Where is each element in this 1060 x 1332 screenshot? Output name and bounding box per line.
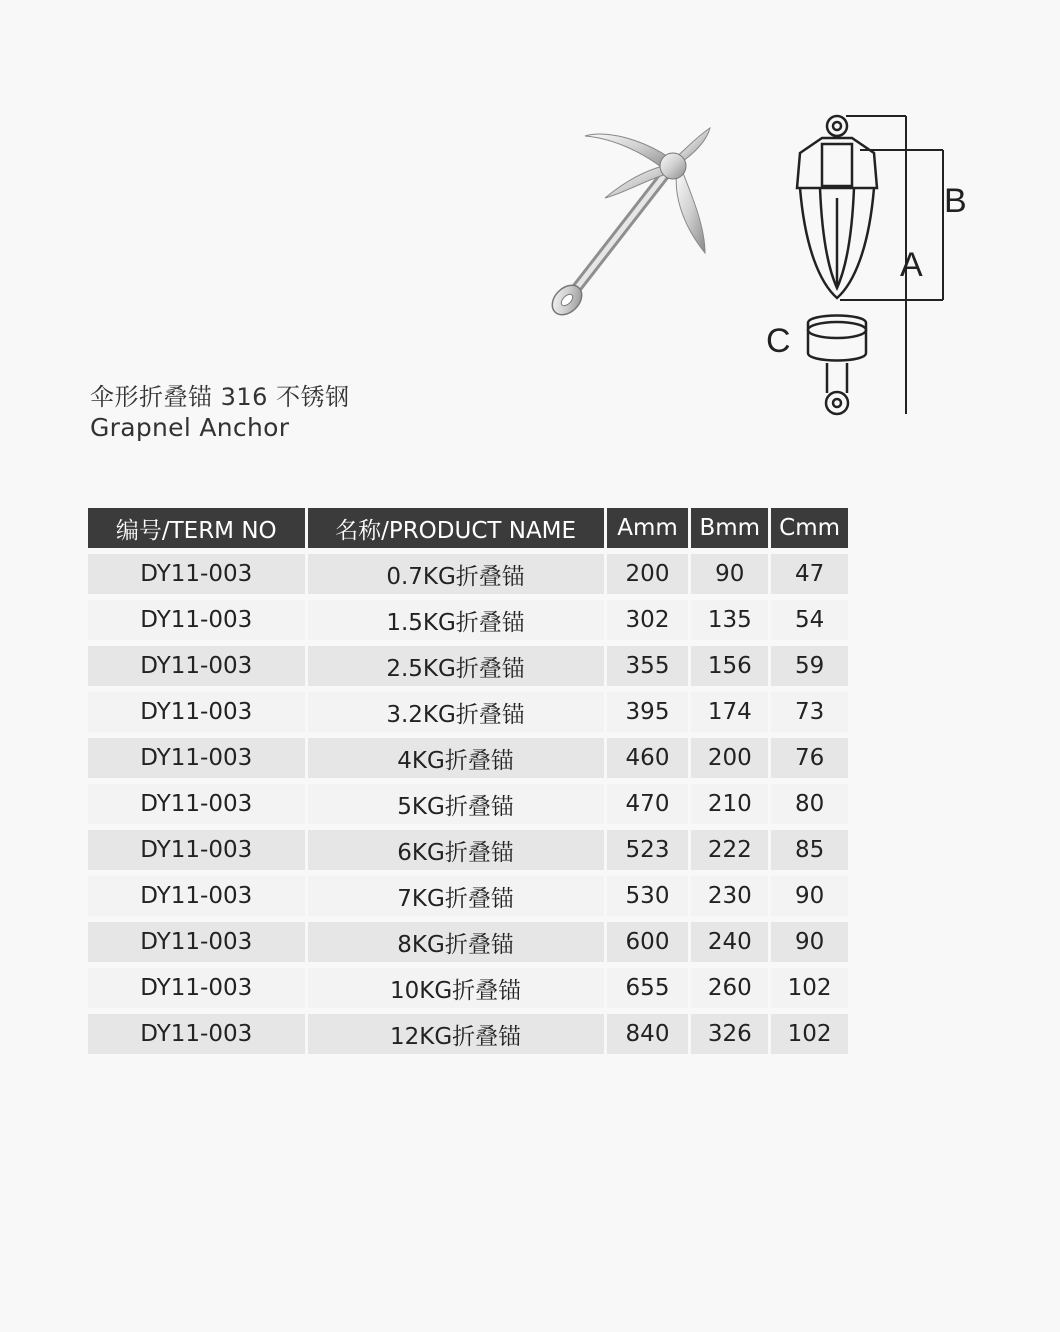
product-name-cell: 4KG折叠锚 xyxy=(308,732,607,778)
a-mm-cell: 600 xyxy=(607,916,692,962)
product-name-cell: 12KG折叠锚 xyxy=(308,1008,607,1054)
table-row xyxy=(88,870,848,916)
a-mm-cell: 530 xyxy=(607,870,692,916)
term-no-cell: DY11-003 xyxy=(88,594,308,640)
c-mm-cell: 47 xyxy=(771,548,848,594)
term-no-cell: DY11-003 xyxy=(88,732,308,778)
table-row xyxy=(88,640,848,686)
b-mm-cell: 240 xyxy=(691,916,771,962)
anchor-dimension-diagram xyxy=(760,108,980,428)
product-name-cell: 3.2KG折叠锚 xyxy=(308,686,607,732)
table-row xyxy=(88,1008,848,1054)
product-title-block xyxy=(90,382,350,444)
product-name-cell: 0.7KG折叠锚 xyxy=(308,548,607,594)
b-mm-cell: 135 xyxy=(691,594,771,640)
product-name-cell: 6KG折叠锚 xyxy=(308,824,607,870)
table-row xyxy=(88,778,848,824)
c-mm-cell: 59 xyxy=(771,640,848,686)
dimension-label-c: C xyxy=(766,322,791,360)
c-mm-cell: 102 xyxy=(771,1008,848,1054)
column-header-b-mm: Bmm xyxy=(691,508,771,548)
a-mm-cell: 523 xyxy=(607,824,692,870)
product-title-chinese: 伞形折叠锚 316 不锈钢 xyxy=(90,383,350,411)
a-mm-cell: 355 xyxy=(607,640,692,686)
term-no-cell: DY11-003 xyxy=(88,870,308,916)
c-mm-cell: 102 xyxy=(771,962,848,1008)
table-row xyxy=(88,686,848,732)
term-no-cell: DY11-003 xyxy=(88,778,308,824)
specification-table xyxy=(88,508,848,1054)
a-mm-cell: 840 xyxy=(607,1008,692,1054)
product-title-english: Grapnel Anchor xyxy=(90,413,290,442)
anchor-product-image xyxy=(545,118,720,323)
b-mm-cell: 230 xyxy=(691,870,771,916)
term-no-cell: DY11-003 xyxy=(88,916,308,962)
column-header-c-mm: Cmm xyxy=(771,508,848,548)
a-mm-cell: 460 xyxy=(607,732,692,778)
product-name-cell: 10KG折叠锚 xyxy=(308,962,607,1008)
a-mm-cell: 655 xyxy=(607,962,692,1008)
b-mm-cell: 260 xyxy=(691,962,771,1008)
c-mm-cell: 90 xyxy=(771,916,848,962)
a-mm-cell: 302 xyxy=(607,594,692,640)
a-mm-cell: 200 xyxy=(607,548,692,594)
term-no-cell: DY11-003 xyxy=(88,640,308,686)
column-header-product-name: 名称/PRODUCT NAME xyxy=(308,508,607,548)
product-name-cell: 8KG折叠锚 xyxy=(308,916,607,962)
table-header-row xyxy=(88,508,848,548)
table-row xyxy=(88,962,848,1008)
term-no-cell: DY11-003 xyxy=(88,686,308,732)
term-no-cell: DY11-003 xyxy=(88,824,308,870)
a-mm-cell: 470 xyxy=(607,778,692,824)
c-mm-cell: 80 xyxy=(771,778,848,824)
dimension-label-a: A xyxy=(900,246,923,284)
product-name-cell: 2.5KG折叠锚 xyxy=(308,640,607,686)
term-no-cell: DY11-003 xyxy=(88,1008,308,1054)
term-no-cell: DY11-003 xyxy=(88,962,308,1008)
b-mm-cell: 200 xyxy=(691,732,771,778)
c-mm-cell: 76 xyxy=(771,732,848,778)
product-name-cell: 1.5KG折叠锚 xyxy=(308,594,607,640)
column-header-a-mm: Amm xyxy=(607,508,692,548)
c-mm-cell: 54 xyxy=(771,594,848,640)
table-row xyxy=(88,732,848,778)
column-header-term-no: 编号/TERM NO xyxy=(88,508,308,548)
b-mm-cell: 174 xyxy=(691,686,771,732)
b-mm-cell: 156 xyxy=(691,640,771,686)
b-mm-cell: 210 xyxy=(691,778,771,824)
c-mm-cell: 73 xyxy=(771,686,848,732)
table-row xyxy=(88,916,848,962)
term-no-cell: DY11-003 xyxy=(88,548,308,594)
c-mm-cell: 90 xyxy=(771,870,848,916)
product-name-cell: 5KG折叠锚 xyxy=(308,778,607,824)
dimension-label-b: B xyxy=(944,182,967,220)
product-name-cell: 7KG折叠锚 xyxy=(308,870,607,916)
table-row xyxy=(88,548,848,594)
b-mm-cell: 222 xyxy=(691,824,771,870)
c-mm-cell: 85 xyxy=(771,824,848,870)
table-row xyxy=(88,594,848,640)
table-row xyxy=(88,824,848,870)
b-mm-cell: 90 xyxy=(691,548,771,594)
b-mm-cell: 326 xyxy=(691,1008,771,1054)
a-mm-cell: 395 xyxy=(607,686,692,732)
